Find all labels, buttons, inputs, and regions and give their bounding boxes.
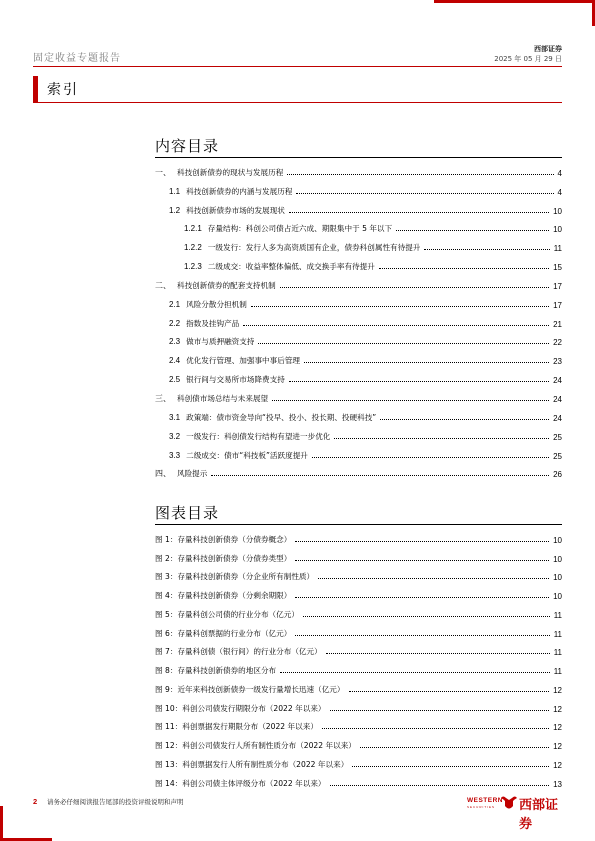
figure-entry-page: 12 bbox=[553, 704, 562, 714]
toc-entry-number: 2.5 bbox=[169, 375, 181, 385]
figure-entry[interactable] bbox=[155, 526, 562, 545]
report-type: 固定收益专题报告 bbox=[33, 53, 121, 64]
dot-leader bbox=[330, 785, 550, 786]
figure-entry-label: 存量科创票据的行业分布（亿元） bbox=[177, 628, 292, 638]
figure-entry-label: 科创票据发行期限分布（2022 年以来） bbox=[182, 722, 318, 732]
figure-entry[interactable] bbox=[155, 564, 562, 583]
figure-entry-page: 12 bbox=[553, 760, 562, 770]
toc-entry-page: 11 bbox=[553, 244, 562, 254]
figure-entry-page: 11 bbox=[553, 610, 562, 620]
figure-entry-label: 存量科技创新债券（分剩余期限） bbox=[177, 591, 292, 600]
toc-entry-page: 24 bbox=[553, 394, 562, 404]
toc-entry-page: 10 bbox=[553, 225, 562, 235]
toc-entry-number: 2.1 bbox=[169, 299, 181, 309]
toc-entry-page: 26 bbox=[553, 470, 562, 480]
figure-entry-label: 科创公司债发行人所有制性质分布（2022 年以来） bbox=[182, 741, 356, 750]
toc-entry[interactable] bbox=[155, 366, 562, 385]
toc-entry-number: 四、 bbox=[155, 469, 171, 479]
dot-leader bbox=[379, 268, 549, 269]
toc-entry-page: 23 bbox=[553, 357, 562, 367]
dot-leader bbox=[295, 635, 549, 636]
dot-leader bbox=[295, 597, 549, 598]
figure-entry-page: 11 bbox=[553, 667, 562, 676]
toc-entry[interactable] bbox=[155, 178, 562, 197]
toc-entry-label: 科创债市场总结与未来展望 bbox=[177, 393, 269, 403]
toc-entry[interactable] bbox=[155, 234, 562, 253]
dot-leader bbox=[424, 249, 549, 250]
figure-entry-number: 图 8： bbox=[155, 666, 178, 675]
dot-leader bbox=[280, 287, 549, 288]
dot-leader bbox=[280, 672, 550, 673]
toc-entry-label: 二级成交：收益率整体偏低、成交换手率有待提升 bbox=[207, 262, 375, 272]
toc-entry-number: 3.3 bbox=[169, 450, 181, 460]
figure-entry-label: 存量科创债（银行间）的行业分布（亿元） bbox=[177, 647, 322, 657]
figure-entry[interactable] bbox=[155, 676, 562, 695]
figures-heading-rule bbox=[155, 524, 562, 525]
dot-leader bbox=[318, 578, 549, 579]
toc-entry-page: 25 bbox=[553, 451, 562, 461]
figure-entry-label: 存量科技创新债券（分债券概念） bbox=[177, 534, 292, 544]
figure-entry-label: 存量科技创新债券的地区分布 bbox=[177, 666, 277, 675]
figure-entry-label: 科创公司债主体评级分布（2022 年以来） bbox=[182, 778, 326, 788]
toc-entry-number: 2.4 bbox=[169, 356, 181, 366]
figure-entry-label: 存量科技创新债券（分债券类型） bbox=[177, 553, 292, 563]
toc-heading-rule bbox=[155, 157, 562, 158]
figure-entry[interactable] bbox=[155, 732, 562, 751]
toc-entry-label: 风险分散分担机制 bbox=[186, 299, 247, 309]
figure-entry-number: 图 7： bbox=[155, 647, 178, 657]
toc-entry-page: 25 bbox=[553, 432, 562, 442]
figure-entry-page: 13 bbox=[553, 779, 562, 789]
dot-leader bbox=[296, 193, 553, 194]
toc-entry[interactable] bbox=[155, 253, 562, 272]
figure-entry-page: 10 bbox=[553, 592, 562, 601]
toc-entry-label: 一级发行：科创债发行结构有望进一步优化 bbox=[186, 431, 331, 441]
toc-entry[interactable] bbox=[155, 423, 562, 442]
disclaimer-text: 请务必仔细阅读报告尾部的投资评级说明和声明 bbox=[47, 798, 184, 806]
toc-entry[interactable] bbox=[155, 310, 562, 329]
toc-entry-label: 政策端：债市资金导向“投早、投小、投长期、投硬科技” bbox=[186, 412, 377, 422]
logo-chinese-name: 西部证券 bbox=[519, 798, 559, 832]
toc-entry-label: 科技创新债券的内涵与发展历程 bbox=[186, 186, 293, 196]
toc-entry-number: 1.2 bbox=[169, 205, 181, 215]
toc-entry[interactable] bbox=[155, 216, 562, 235]
toc-heading: 内容目录 bbox=[155, 137, 220, 155]
toc-entry-number: 1.2.2 bbox=[184, 243, 202, 253]
toc-entry[interactable] bbox=[155, 291, 562, 310]
section-accent-block bbox=[33, 76, 38, 102]
figure-entry[interactable] bbox=[155, 751, 562, 770]
toc-entry-page: 4 bbox=[557, 187, 562, 197]
toc-entry-page: 24 bbox=[553, 413, 562, 423]
figure-entry-page: 12 bbox=[553, 723, 562, 733]
figure-entry-label: 近年来科技创新债券一级发行量增长迅速（亿元） bbox=[177, 684, 345, 694]
figure-entry[interactable] bbox=[155, 657, 562, 676]
toc-entry-label: 科技创新债券的现状与发展历程 bbox=[177, 167, 284, 177]
logo-ox-icon bbox=[500, 795, 518, 811]
toc-entry-label: 一级发行：发行人多为高资质国有企业，债券科创属性有待提升 bbox=[207, 243, 421, 253]
toc-entry[interactable] bbox=[155, 347, 562, 366]
figure-entry[interactable] bbox=[155, 620, 562, 639]
dot-leader bbox=[287, 174, 553, 175]
dot-leader bbox=[243, 325, 549, 326]
toc-entry-label: 二级成交：债市“科技板”活跃度提升 bbox=[186, 450, 308, 460]
toc-entry[interactable] bbox=[155, 461, 562, 480]
figure-entry-number: 图 12： bbox=[155, 741, 183, 750]
logo-english-subtitle: SECURITIES bbox=[467, 805, 496, 809]
figure-entry-number: 图 13： bbox=[155, 759, 183, 769]
toc-entry[interactable] bbox=[155, 329, 562, 348]
figure-entry-number: 图 1： bbox=[155, 534, 178, 544]
dot-leader bbox=[258, 343, 549, 344]
figure-entry-number: 图 9： bbox=[155, 684, 178, 694]
figure-entry-number: 图 3： bbox=[155, 572, 178, 582]
list-of-figures bbox=[155, 526, 562, 789]
figure-entry-page: 10 bbox=[553, 573, 562, 583]
section-title-bar bbox=[33, 76, 562, 103]
figure-entry-page: 12 bbox=[553, 685, 562, 695]
toc-entry-page: 10 bbox=[553, 206, 562, 216]
dot-leader bbox=[360, 747, 549, 748]
toc-entry[interactable] bbox=[155, 159, 562, 178]
toc-entry-label: 科技创新债券的配套支持机制 bbox=[177, 280, 276, 290]
report-date: 2025 年 05 月 29 日 bbox=[494, 55, 562, 63]
figure-entry-page: 10 bbox=[553, 554, 562, 564]
toc-entry-number: 3.1 bbox=[169, 412, 181, 422]
header-divider bbox=[33, 66, 562, 67]
figure-entry-label: 科创公司债发行期限分布（2022 年以来） bbox=[182, 703, 326, 713]
figures-heading: 图表目录 bbox=[155, 504, 220, 522]
figure-entry-page: 10 bbox=[553, 535, 562, 545]
toc-entry-label: 风险提示 bbox=[177, 469, 208, 479]
toc-entry-number: 1.2.3 bbox=[184, 262, 202, 272]
figure-entry[interactable] bbox=[155, 601, 562, 620]
toc-entry-label: 存量结构：科创公司债占近六成、期限集中于 5 年以下 bbox=[207, 224, 393, 234]
figure-entry[interactable] bbox=[155, 770, 562, 789]
corner-decoration-top-right bbox=[434, 0, 595, 3]
toc-entry-number: 二、 bbox=[155, 280, 171, 290]
figure-entry-number: 图 14： bbox=[155, 778, 183, 788]
toc-entry-page: 17 bbox=[553, 281, 562, 291]
dot-leader bbox=[330, 710, 550, 711]
dot-leader bbox=[289, 381, 549, 382]
figure-entry-page: 11 bbox=[553, 629, 562, 639]
figure-entry-number: 图 6： bbox=[155, 628, 178, 638]
toc-entry-number: 1.1 bbox=[169, 186, 181, 196]
dot-leader bbox=[304, 362, 549, 363]
dot-leader bbox=[295, 560, 549, 561]
toc-entry-number: 3.2 bbox=[169, 431, 181, 441]
figure-entry-number: 图 5： bbox=[155, 609, 178, 619]
figure-entry-label: 存量科创公司债的行业分布（亿元） bbox=[177, 609, 299, 619]
toc-entry-number: 2.2 bbox=[169, 318, 181, 328]
toc-entry[interactable] bbox=[155, 272, 562, 291]
figure-entry[interactable] bbox=[155, 714, 562, 733]
dot-leader bbox=[211, 475, 549, 476]
page-number: 2 bbox=[33, 797, 38, 806]
figure-entry-number: 图 10： bbox=[155, 703, 183, 713]
toc-entry-number: 1.2.1 bbox=[184, 224, 202, 234]
toc-entry[interactable] bbox=[155, 197, 562, 216]
toc-entry-number: 2.3 bbox=[169, 337, 181, 347]
dot-leader bbox=[396, 230, 549, 231]
toc-entry-label: 科技创新债券市场的发展现状 bbox=[186, 205, 285, 215]
toc-entry-label: 优化发行管理、加强事中事后管理 bbox=[186, 356, 301, 366]
toc-entry-page: 17 bbox=[553, 300, 562, 310]
dot-leader bbox=[251, 306, 549, 307]
toc-entry[interactable] bbox=[155, 442, 562, 461]
figure-entry-label: 科创票据发行人所有制性质分布（2022 年以来） bbox=[182, 759, 349, 769]
figure-entry-label: 存量科技创新债券（分企业所有制性质） bbox=[177, 572, 315, 582]
dot-leader bbox=[289, 212, 549, 213]
toc-entry[interactable] bbox=[155, 385, 562, 404]
figure-entry-page: 12 bbox=[553, 742, 562, 751]
dot-leader bbox=[352, 766, 549, 767]
toc-entry-label: 银行间与交易所市场降费支持 bbox=[186, 375, 285, 385]
broker-name: 西部证券 bbox=[534, 45, 562, 53]
toc-entry-label: 指数及挂钩产品 bbox=[186, 318, 240, 328]
dot-leader bbox=[322, 728, 549, 729]
toc-entry-page: 21 bbox=[553, 319, 562, 329]
figure-entry[interactable] bbox=[155, 582, 562, 601]
dot-leader bbox=[295, 541, 549, 542]
dot-leader bbox=[334, 438, 549, 439]
toc-entry-page: 15 bbox=[553, 263, 562, 273]
toc-entry-page: 4 bbox=[557, 168, 562, 178]
corner-decoration-bottom-left bbox=[0, 806, 3, 841]
dot-leader bbox=[380, 419, 549, 420]
figure-entry-number: 图 4： bbox=[155, 591, 178, 600]
dot-leader bbox=[312, 457, 549, 458]
figure-entry-number: 图 11： bbox=[155, 722, 183, 732]
logo-english-name: WESTERN bbox=[467, 797, 503, 804]
dot-leader bbox=[349, 691, 550, 692]
section-title: 索引 bbox=[47, 82, 79, 98]
figure-entry[interactable] bbox=[155, 545, 562, 564]
toc-entry-page: 22 bbox=[553, 338, 562, 348]
toc-entry-page: 24 bbox=[553, 376, 562, 386]
figure-entry-page: 11 bbox=[553, 648, 562, 658]
toc-entry-number: 三、 bbox=[155, 393, 171, 403]
figure-entry[interactable] bbox=[155, 695, 562, 714]
dot-leader bbox=[272, 400, 549, 401]
toc-entry[interactable] bbox=[155, 404, 562, 423]
figure-entry[interactable] bbox=[155, 639, 562, 658]
company-logo bbox=[467, 790, 562, 832]
dot-leader bbox=[303, 616, 550, 617]
figure-entry-number: 图 2： bbox=[155, 553, 178, 563]
toc-entry-number: 一、 bbox=[155, 167, 171, 177]
toc-entry-label: 做市与质押融资支持 bbox=[186, 337, 255, 347]
table-of-contents bbox=[155, 159, 562, 479]
dot-leader bbox=[326, 653, 550, 654]
